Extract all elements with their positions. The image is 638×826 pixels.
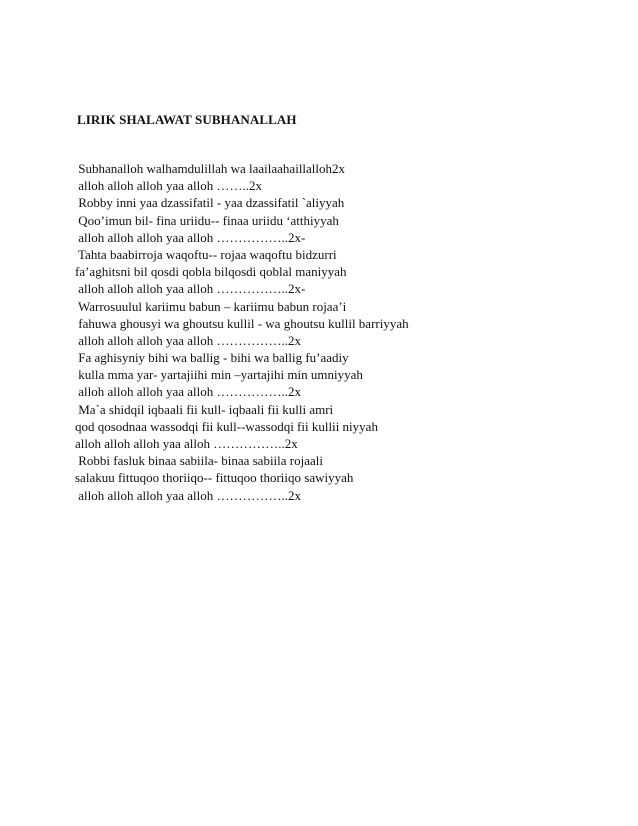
lyric-line: Qoo’imun bil- fina uriidu-- finaa uriidu ‘atthiyyah	[75, 212, 339, 228]
lyric-line: Robby inni yaa dzassifatil - yaa dzassifatil `aliyyah	[75, 195, 345, 211]
lyric-line: kulla mma yar- yartajiihi min –yartajihi min umniyyah	[75, 367, 363, 383]
lyric-line: Warrosuulul kariimu babun – kariimu babun rojaa’i	[75, 298, 347, 314]
lyric-line: fahuwa ghousyi wa ghoutsu kullil - wa ghoutsu kullil barriyyah	[75, 315, 409, 331]
lyric-line: alloh alloh alloh yaa alloh ……………..2x-	[75, 281, 306, 297]
lyric-line: alloh alloh alloh yaa alloh ……………..2x	[75, 384, 302, 400]
lyric-line: Ma`a shidqil iqbaali fii kull- iqbaali fii kulli amri	[75, 401, 334, 417]
document-title: LIRIK SHALAWAT SUBHANALLAH	[77, 112, 297, 127]
lyric-line: alloh alloh alloh yaa alloh ……………..2x	[75, 332, 302, 348]
lyric-line: alloh alloh alloh yaa alloh ……..2x	[75, 178, 263, 194]
lyric-line: Robbi fasluk binaa sabiila- binaa sabiila rojaali	[75, 453, 324, 469]
lyric-line: Tahta baabirroja waqoftu-- rojaa waqoftu bidzurri	[75, 246, 337, 262]
lyric-line: fa’aghitsni bil qosdi qobla bilqosdi qoblal maniyyah	[75, 264, 347, 280]
lyric-line: Fa aghisyniy bihi wa ballig - bihi wa ballig fu’aadiy	[75, 350, 349, 366]
lyric-line: salakuu fittuqoo thoriiqo-- fittuqoo thoriiqo sawiyyah	[75, 470, 354, 486]
lyric-line: qod qosodnaa wassodqi fii kull--wassodqi fii kullii niyyah	[75, 418, 378, 434]
lyric-line: alloh alloh alloh yaa alloh ……………..2x	[75, 487, 302, 503]
lyric-line: Subhanalloh walhamdulillah wa laailaahaillalloh2x	[75, 161, 346, 176]
lyrics-body	[75, 160, 595, 504]
lyric-line: alloh alloh alloh yaa alloh ……………..2x-	[75, 229, 306, 245]
lyric-line: alloh alloh alloh yaa alloh ……………..2x	[75, 436, 298, 451]
